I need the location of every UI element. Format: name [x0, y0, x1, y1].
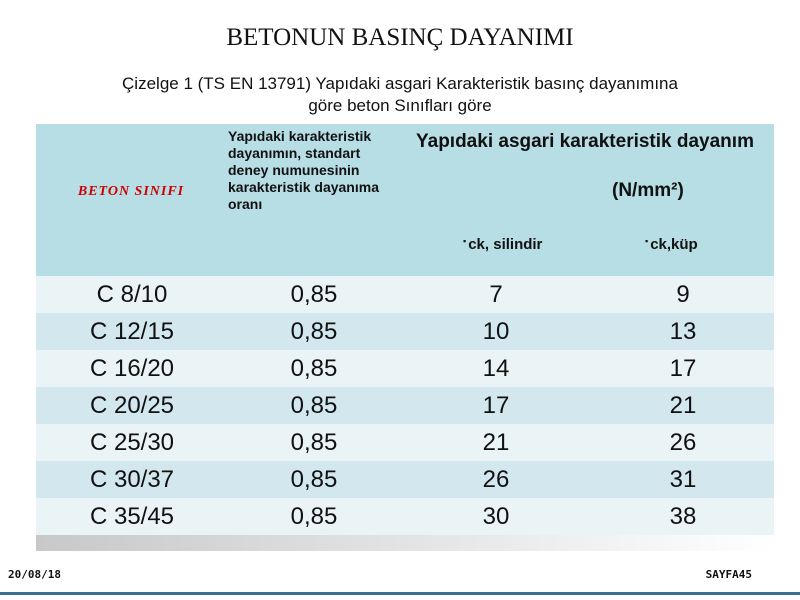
caption-line-1: Çizelge 1 (TS EN 13791) Yapıdaki asgari Karakteristik basınç dayanımına	[122, 74, 678, 93]
cell-class: C 35/45	[89, 503, 175, 530]
cell-ratio: 0,85	[290, 281, 338, 308]
table-row	[36, 276, 774, 313]
cell-cube: 17	[669, 355, 697, 382]
table-row	[36, 350, 774, 387]
table-row	[36, 387, 774, 424]
table-header	[36, 124, 774, 276]
table-row	[36, 461, 774, 498]
cell-cylinder: 21	[482, 429, 510, 456]
header-unit: (N/mm²)	[612, 180, 684, 201]
cell-cylinder: 30	[482, 503, 510, 530]
cell-ratio: 0,85	[290, 318, 338, 345]
bottom-divider	[0, 592, 800, 595]
cube-label: ck,küp	[650, 236, 698, 253]
cell-cube: 13	[669, 318, 697, 345]
table-row	[36, 498, 774, 535]
cell-class: C 8/10	[96, 281, 168, 308]
cell-cylinder: 26	[482, 466, 510, 493]
table-caption	[40, 73, 760, 117]
cell-ratio: 0,85	[290, 392, 338, 419]
header-ratio: Yapıdaki karakteristik dayanımın, standart deney numunesinin karakteristik dayanıma oranı	[228, 128, 379, 212]
cell-ratio: 0,85	[290, 429, 338, 456]
cell-cylinder: 14	[482, 355, 510, 382]
cube-symbol: ▪	[645, 236, 649, 246]
cell-class: C 12/15	[89, 318, 175, 345]
cell-ratio: 0,85	[290, 503, 338, 530]
cell-class: C 30/37	[89, 466, 175, 493]
footer-date: 20/08/18	[8, 568, 61, 581]
cylinder-symbol: ▪	[463, 236, 467, 246]
header-cylinder	[463, 236, 542, 253]
table-body	[36, 276, 774, 535]
concrete-class-table	[36, 124, 774, 550]
cylinder-label: ck, silindir	[468, 236, 543, 253]
table-row	[36, 313, 774, 350]
header-cube	[645, 236, 698, 253]
cell-cylinder: 10	[482, 318, 510, 345]
cell-cylinder: 17	[482, 392, 510, 419]
cell-cube: 26	[669, 429, 697, 456]
cell-class: C 20/25	[89, 392, 175, 419]
cell-cube: 21	[669, 392, 697, 419]
cell-ratio: 0,85	[290, 355, 338, 382]
cell-cube: 38	[669, 503, 697, 530]
cell-class: C 25/30	[89, 429, 175, 456]
slide-title: BETONUN BASINÇ DAYANIMI	[226, 24, 574, 51]
table-row	[36, 424, 774, 461]
header-beton-sinifi: BETON SINIFI	[77, 184, 185, 199]
cell-cube: 31	[669, 466, 697, 493]
footer-page-number: SAYFA45	[705, 568, 752, 581]
cell-class: C 16/20	[89, 355, 175, 382]
caption-line-2: göre beton Sınıfları göre	[308, 96, 492, 115]
header-strength-group: Yapıdaki asgari karakteristik dayanım	[416, 131, 754, 152]
cell-ratio: 0,85	[290, 466, 338, 493]
cell-cube: 9	[676, 281, 690, 308]
cell-cylinder: 7	[489, 281, 503, 308]
